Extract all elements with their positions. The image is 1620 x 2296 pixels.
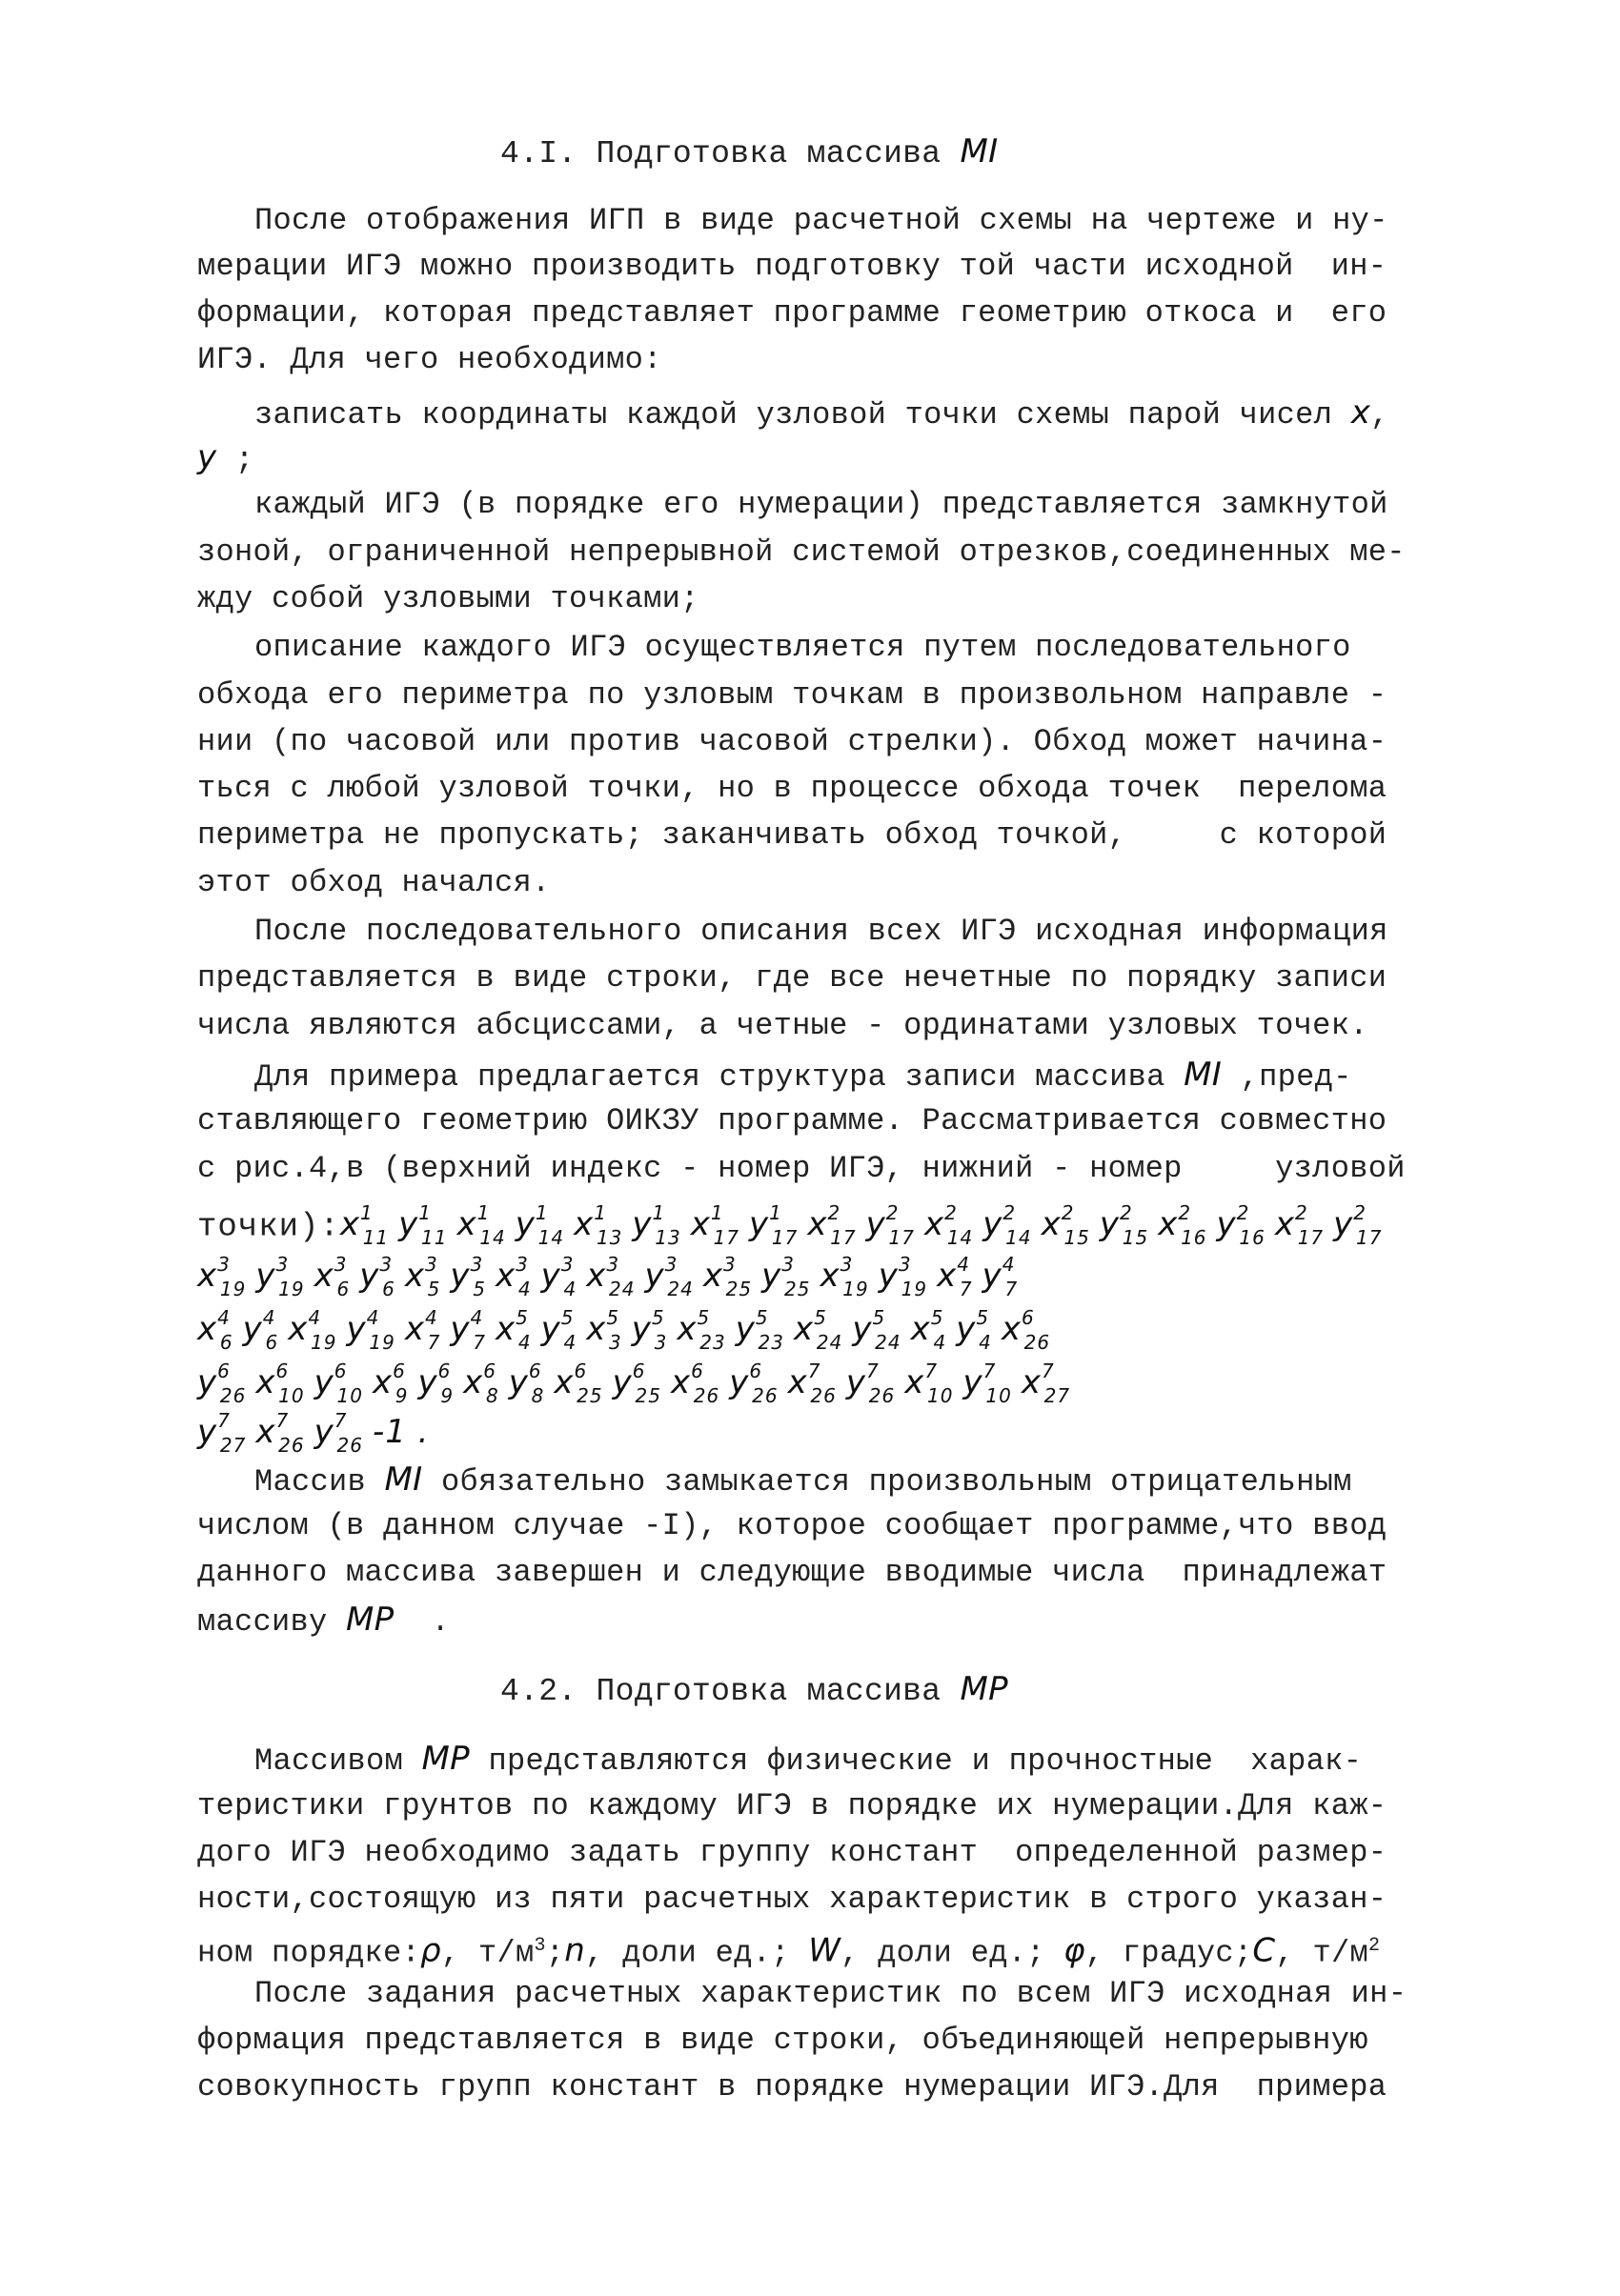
array-name-mi: MI [960,132,999,171]
text-fragment: представляются физические и прочностные харак- [469,1743,1363,1779]
coordinate-token: $y^2_{15}$ [1099,1201,1149,1250]
array-name-mp: MP [960,1670,1008,1708]
coordinate-token: $x^1_{11}$ [339,1201,390,1250]
symbol-n: n [564,1931,586,1970]
array-name-mp: MP [346,1601,395,1639]
text-line: обхода его периметра по узловым точкам в произвольном направле - [197,677,1387,713]
text-line: дого ИГЭ необходимо задать группу констант определенной размер- [197,1835,1387,1870]
coordinate-token: $y^7_{26}$ [845,1359,896,1408]
coordinate-token: $y^3_4$ [540,1253,577,1301]
coordinate-token: $x^2_{14}$ [923,1201,974,1250]
coordinate-token: $y^4_7$ [982,1253,1019,1301]
coordinate-token: $y^6_9$ [417,1359,455,1408]
coordinate-sequence [197,1306,1060,1355]
coordinate-token: $x^3_{25}$ [702,1253,753,1301]
text-line [197,433,1620,481]
text-line: числом (в данном случае -I), которое сообщает программе,что ввод [197,1508,1387,1543]
coordinate-token: $x^2_{17}$ [807,1201,857,1250]
coordinate-token: $y^4_6$ [242,1306,279,1355]
coordinate-token: $x^6_{25}$ [554,1359,603,1408]
coordinate-token: $y^6_{10}$ [314,1359,363,1408]
heading-text: 4.2. Подготовка массива [500,1674,961,1709]
coordinate-token: $y^2_{17}$ [865,1201,915,1250]
text-fragment: ; [216,442,254,477]
text-line [254,1051,1620,1098]
coordinate-token: $y^5_4$ [540,1306,577,1355]
array-name-mi: MI [1184,1056,1223,1094]
text-fragment: ном порядке: [197,1935,421,1971]
text-line: формация представляется в виде строки, объединяющей непрерывную [197,2023,1368,2058]
text-line: описание каждого ИГЭ осуществляется путем последовательного [254,630,1351,665]
coordinate-token: $x^3_{19}$ [197,1253,247,1301]
coordinate-token: $y^1_{14}$ [515,1201,565,1250]
coordinate-token: $x^7_{26}$ [787,1359,837,1408]
coordinate-token: $x^4_7$ [404,1306,441,1355]
text-line [254,389,1620,436]
coordinate-token: $x^3_{19}$ [820,1253,869,1301]
symbol-phi: φ [1063,1931,1085,1970]
coordinate-token: $x^5_{24}$ [794,1306,843,1355]
coordinate-token: $y^1_{13}$ [632,1201,681,1250]
heading-text: 4.I. Подготовка массива [500,136,961,171]
text-line: ИГЭ. Для чего необходимо: [197,342,662,377]
coordinate-token: $x^6_{26}$ [1001,1306,1051,1355]
text-line: После задания расчетных характеристик по всем ИГЭ исходная ин- [254,1976,1407,2011]
coordinate-sequence-line [197,1351,1620,1408]
coordinate-token: $x^7_{26}$ [255,1409,305,1458]
text-line: мерации ИГЭ можно производить подготовку той части исходной ин- [197,249,1387,284]
coordinate-token: $y^3_6$ [359,1253,395,1301]
text-fragment: , [1370,397,1389,433]
text-line: После отображения ИГП в виде расчетной схемы на чертеже и ну- [254,203,1388,238]
text-line: с рис.4,в (верхний индекс - номер ИГЭ, нижний - номер узловой [197,1151,1406,1186]
symbol-c: C [1252,1931,1276,1970]
variable-y: y [197,438,217,476]
text-line: После последовательного описания всех ИГЭ исходная информация [254,914,1388,949]
text-fragment: ,пред- [1222,1059,1352,1095]
text-line: числа являются абсциссами, а четные - ординатами узловых точек. [197,1008,1368,1043]
coordinate-sequence-line [197,1298,1620,1355]
text-line: каждый ИГЭ (в порядке его нумерации) представляется замкнутой [254,487,1388,522]
text-fragment: Массив [254,1464,385,1500]
text-fragment: , градус; [1084,1935,1253,1971]
coordinate-token: $x^1_{14}$ [456,1201,506,1250]
coordinate-token: $y^3_5$ [450,1253,486,1301]
coordinate-sequence-line [197,1193,1620,1250]
text-line: нии (по часовой или против часовой стрелки). Обход может начина- [197,724,1387,759]
coordinate-token: $x^5_4$ [910,1306,947,1355]
coordinate-token: $y^6_{25}$ [612,1359,661,1408]
text-line [254,1735,1620,1782]
text-line: совокупность групп констант в порядке нумерации ИГЭ.Для примера [197,2069,1387,2105]
text-line: зоной, ограниченной непрерывной системой отрезков,соединенных ме- [197,534,1406,570]
text-line: представляется в виде строки, где все нечетные по порядку записи [197,960,1387,996]
coordinate-token: $x^3_5$ [404,1253,441,1301]
coordinate-token: $y^2_{17}$ [1333,1201,1383,1250]
text-fragment: ; [545,1935,565,1971]
coordinate-token: $y^3_{25}$ [761,1253,811,1301]
coordinate-token: $y^4_7$ [450,1306,486,1355]
coordinate-token: $y^5_3$ [631,1306,668,1355]
text-line [254,1456,1620,1503]
text-fragment: , доли ед.; [840,1935,1064,1971]
text-fragment: . [394,1604,450,1640]
coordinate-token: $y^3_{24}$ [644,1253,694,1301]
coordinate-token: $y^1_{17}$ [749,1201,799,1250]
coordinate-token: $x^4_6$ [197,1306,233,1355]
symbol-rho: ρ [420,1931,441,1970]
coordinate-token: $x^6_{10}$ [255,1359,305,1408]
text-fragment: массиву [197,1604,347,1640]
coordinate-token: $y^2_{14}$ [982,1201,1032,1250]
text-line: этот обход начался. [197,865,551,900]
text-line: ставляющего геометрию ОИКЗУ программе. Рассматривается совместно [197,1103,1387,1138]
variable-x: x [1350,393,1371,432]
coordinate-token: $y^5_{23}$ [735,1306,784,1355]
coordinate-token: $x^5_3$ [586,1306,622,1355]
coordinate-sequence [339,1201,1392,1250]
coordinate-sequence-line [197,1400,1620,1458]
coordinate-token: $x^2_{16}$ [1158,1201,1207,1250]
text-line: периметра не пропускать; заканчивать обход точкой, с которой [197,817,1387,853]
coordinate-token: $x^5_{23}$ [677,1306,726,1355]
section-heading-4-2 [500,1665,1620,1713]
coordinate-sequence-line [197,1244,1620,1301]
coordinate-token: $y^6_{26}$ [197,1359,247,1408]
coordinate-token: $y^3_{19}$ [878,1253,928,1301]
coordinate-token: $x^3_6$ [314,1253,351,1301]
coordinate-token: $x^5_4$ [496,1306,532,1355]
coordinate-token: $x^2_{15}$ [1041,1201,1090,1250]
coordinate-sequence [197,1253,1027,1301]
coordinate-token: $x^1_{17}$ [690,1201,740,1250]
coordinate-token: $x^1_{13}$ [574,1201,623,1250]
text-line: данного массива завершен и следующие вводимые числа принадлежат [197,1555,1387,1590]
coordinate-token: $x^2_{17}$ [1274,1201,1325,1250]
coordinate-token: $y^7_{26}$ [314,1409,363,1458]
coordinate-sequence [197,1359,1080,1408]
array-name-mp: MP [421,1740,470,1778]
coordinate-token: $x^6_{26}$ [670,1359,720,1408]
coordinate-token: $x^7_{10}$ [904,1359,954,1408]
coordinate-token: $y^3_{19}$ [255,1253,305,1301]
text-fragment: , доли ед.; [585,1935,809,1971]
text-fragment: , т/м [1275,1935,1368,1971]
text-line: формации, которая представляет программе геометрию откоса и его [197,295,1387,331]
text-line [197,1596,1620,1643]
coordinate-token: $y^6_8$ [508,1359,545,1408]
unit-superscript: 3 [534,1935,546,1957]
text-fragment: точки): [197,1209,340,1246]
coordinate-token: $y^1_{11}$ [398,1201,448,1250]
section-heading-4-1 [500,128,1620,175]
coordinate-token: $x^4_7$ [937,1253,973,1301]
coordinate-token: $y^6_{26}$ [729,1359,779,1408]
text-fragment: Для примера предлагается структура записи массива [254,1059,1185,1095]
text-line: ться с любой узловой точки, но в процессе обхода точек перелома [197,771,1387,806]
coordinate-token: $y^7_{27}$ [197,1409,247,1458]
coordinate-sequence [197,1409,438,1458]
coordinate-token: $x^6_9$ [372,1359,409,1408]
symbol-w: W [808,1931,841,1970]
coordinate-token: $x^3_4$ [496,1253,532,1301]
coordinate-token: $x^4_{19}$ [288,1306,337,1355]
coordinate-token: $y^7_{10}$ [962,1359,1012,1408]
coordinate-token: $x^7_{27}$ [1021,1359,1071,1408]
coordinate-token: $y^5_{24}$ [852,1306,901,1355]
text-fragment: Массивом [254,1743,422,1779]
coordinate-token: $x^6_8$ [463,1359,499,1408]
text-fragment: , т/м [440,1935,535,1971]
text-line: теристики грунтов по каждому ИГЭ в порядке их нумерации.Для каж- [197,1788,1387,1823]
coordinate-token: -1 . [372,1413,430,1452]
text-fragment: обязательно замыкается произвольным отрицательным [422,1464,1352,1500]
text-line [197,1923,1620,1970]
coordinate-token: $x^3_{24}$ [586,1253,636,1301]
coordinate-token: $y^2_{16}$ [1216,1201,1266,1250]
text-line: жду собой узловыми точками; [197,581,699,616]
text-line: ности,состоящую из пяти расчетных характеристик в строго указан- [197,1882,1387,1917]
coordinate-token: $y^5_4$ [956,1306,992,1355]
coordinate-token: $y^4_{19}$ [346,1306,395,1355]
array-name-mi: MI [384,1460,423,1499]
text-fragment: записать координаты каждой узловой точки схемы парой чисел [254,397,1351,433]
unit-superscript: 2 [1367,1935,1381,1957]
